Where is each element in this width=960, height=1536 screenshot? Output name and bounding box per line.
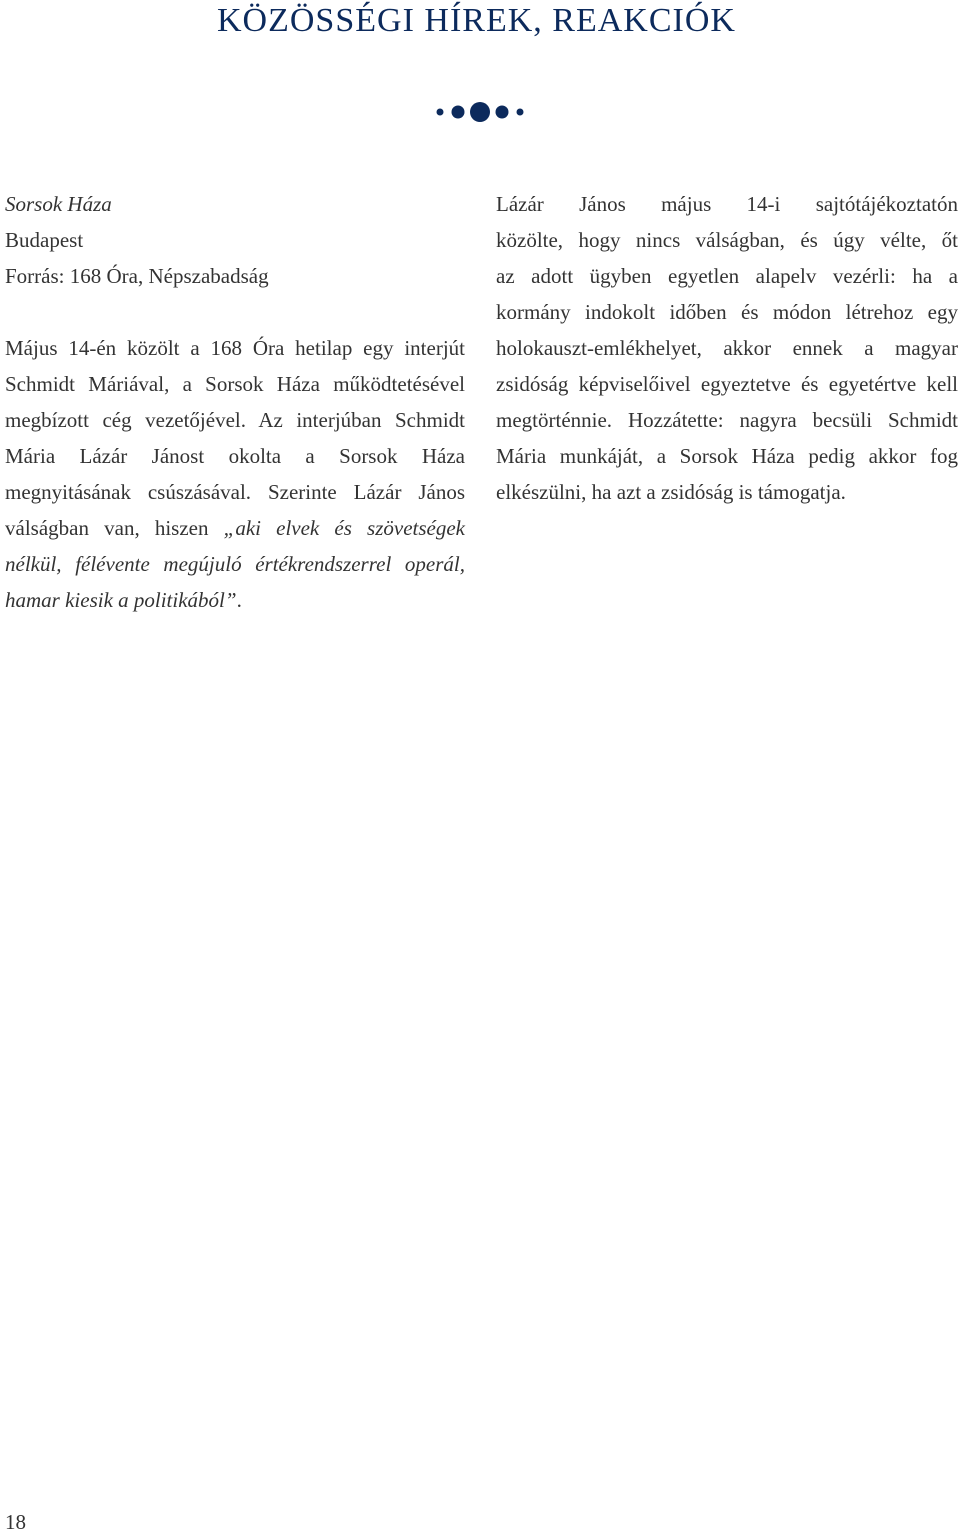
page-title: KÖZÖSSÉGI HÍREK, REAKCIÓK (217, 2, 736, 39)
right-paragraph-line: az adott ügyben egyetlen alapelv vezérli: ha a (496, 264, 958, 288)
quote-text: hamar kiesik a politikából” (5, 588, 237, 612)
source-city: Budapest (5, 228, 84, 252)
source-line: Forrás: 168 Óra, Népszabadság (5, 264, 269, 288)
quote-text: nélkül, félévente megújuló értékrendszerrel operál, (5, 552, 465, 576)
left-paragraph-line: megbízott cég vezetőjével. Az interjúban Schmidt (5, 408, 465, 432)
left-paragraph-line-quote-start (5, 510, 465, 546)
right-column (496, 186, 958, 510)
left-paragraph-line: megnyitásának csúszásával. Szerinte Lázár János (5, 480, 465, 504)
right-paragraph-line: közölte, hogy nincs válságban, és úgy vélte, őt (496, 228, 958, 252)
right-paragraph-line: holokauszt-emlékhelyet, akkor ennek a magyar (496, 336, 958, 360)
quote-text: „aki elvek és szövetségek (223, 516, 465, 540)
dots-ornament-icon (434, 100, 526, 124)
left-paragraph-line: Mária Lázár Jánost okolta a Sorsok Háza (5, 444, 465, 468)
right-paragraph-line: zsidóság képviselőivel egyeztetve és egyetértve kell (496, 372, 958, 396)
left-paragraph-line: Május 14-én közölt a 168 Óra hetilap egy interjút (5, 336, 465, 360)
source-name: Sorsok Háza (5, 192, 112, 216)
left-paragraph-line: Schmidt Máriával, a Sorsok Háza működtetésével (5, 372, 465, 396)
left-line-plain: válságban van, hiszen (5, 516, 224, 540)
left-paragraph-line-quote-end (5, 582, 465, 618)
right-paragraph-line: Mária munkáját, a Sorsok Háza pedig akkor fog (496, 444, 958, 468)
right-paragraph-line: megtörténnie. Hozzátette: nagyra becsüli Schmidt (496, 408, 958, 432)
right-paragraph-line: elkészülni, ha azt a zsidóság is támogatja. (496, 480, 846, 504)
quote-end-period: . (236, 588, 242, 612)
left-column (5, 186, 465, 618)
right-paragraph-line: kormány indokolt időben és módon létrehoz egy (496, 300, 958, 324)
page-number: 18 (5, 1510, 26, 1534)
right-paragraph-line: Lázár János május 14-i sajtótájékoztatón (496, 192, 958, 216)
